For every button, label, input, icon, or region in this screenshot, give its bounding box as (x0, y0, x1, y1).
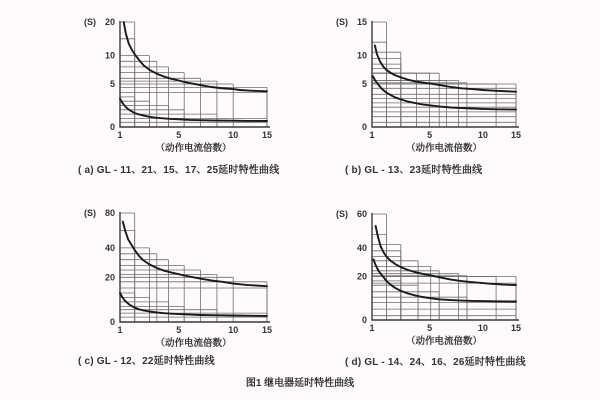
svg-text:0: 0 (109, 122, 115, 132)
chart-c-caption: ( c) GL - 12、22延时特性曲线 (78, 356, 215, 367)
svg-text:15: 15 (356, 17, 367, 27)
svg-text:10: 10 (477, 130, 488, 140)
svg-text:40: 40 (356, 242, 367, 253)
svg-text:20: 20 (104, 17, 115, 27)
svg-text:20: 20 (104, 272, 115, 283)
svg-text:15: 15 (261, 130, 273, 140)
svg-text:(S): (S) (336, 209, 348, 219)
svg-text:60: 60 (356, 209, 367, 219)
svg-text:(S): (S) (84, 208, 96, 218)
chart-d (322, 206, 567, 391)
chart-b-canvas (322, 14, 567, 159)
svg-text:（动作电流倍数）: （动作电流倍数） (405, 143, 483, 154)
svg-text:0: 0 (361, 315, 367, 325)
svg-text:(S): (S) (336, 17, 348, 27)
chart-b-caption: ( b) GL - 13、23延时特性曲线 (345, 165, 483, 176)
chart-a-caption: ( a) GL - 11、21、15、17、25延时特性曲线 (78, 165, 280, 176)
svg-text:1: 1 (117, 130, 123, 140)
svg-text:80: 80 (104, 208, 115, 218)
svg-text:15: 15 (510, 130, 522, 140)
chart-a-canvas (70, 14, 315, 159)
svg-text:（动作电流倍数）: （动作电流倍数） (155, 143, 232, 154)
chart-a (70, 14, 315, 199)
svg-text:1: 1 (369, 323, 375, 333)
svg-text:10: 10 (228, 325, 239, 335)
chart-d-canvas (322, 206, 567, 352)
svg-text:1: 1 (117, 325, 123, 335)
svg-text:0: 0 (109, 317, 115, 327)
svg-text:10: 10 (104, 50, 115, 61)
svg-text:5: 5 (427, 130, 433, 140)
chart-d-caption: ( d) GL - 14、24、16、26延时特性曲线 (345, 357, 526, 368)
svg-text:(S): (S) (84, 17, 96, 27)
svg-text:10: 10 (477, 323, 488, 333)
chart-b (322, 14, 567, 199)
chart-c-canvas (70, 205, 315, 353)
svg-text:（动作电流倍数）: （动作电流倍数） (405, 336, 483, 347)
svg-text:1: 1 (369, 130, 375, 140)
svg-text:5: 5 (176, 130, 182, 140)
svg-text:0: 0 (361, 122, 367, 132)
svg-text:15: 15 (510, 323, 522, 333)
chart-c (70, 205, 315, 390)
figure-caption: 图1 继电器延时特性曲线 (245, 378, 355, 389)
svg-text:5: 5 (361, 79, 367, 89)
svg-text:10: 10 (228, 130, 239, 140)
svg-text:5: 5 (176, 325, 182, 335)
svg-text:5: 5 (427, 323, 433, 333)
svg-text:（动作电流倍数）: （动作电流倍数） (155, 338, 232, 349)
svg-text:40: 40 (104, 242, 115, 253)
svg-text:5: 5 (109, 79, 115, 89)
svg-text:20: 20 (356, 271, 367, 282)
svg-text:10: 10 (356, 50, 367, 61)
svg-text:15: 15 (261, 325, 273, 335)
